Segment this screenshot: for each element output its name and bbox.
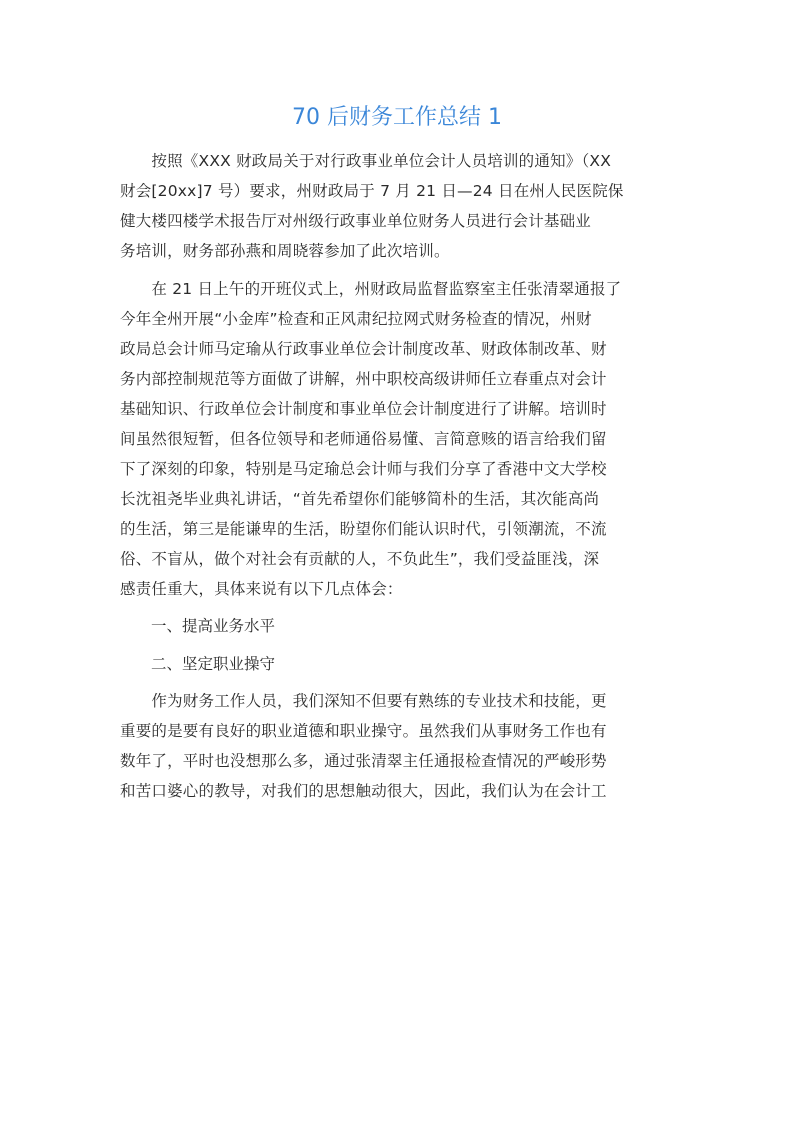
paragraph-line: 俗、不盲从，做个对社会有贡献的人，不负此生”，我们受益匪浅，深	[120, 549, 600, 568]
paragraph-line: 今年全州开展“小金库”检查和正风肃纪拉网式财务检查的情况，州财	[120, 309, 592, 328]
paragraph-line: 的生活，第三是能谦卑的生活，盼望你们能认识时代，引领潮流，不流	[120, 519, 607, 538]
paragraph-line: 健大楼四楼学术报告厅对州级行政事业单位财务人员进行会计基础业	[120, 212, 592, 230]
section-heading-2: 二、坚定职业操守	[151, 654, 276, 673]
paragraph-line: 感责任重大，具体来说有以下几点体会：	[120, 579, 403, 598]
paragraph-line: 基础知识、行政单位会计制度和事业单位会计制度进行了讲解。培训时	[120, 399, 607, 418]
paragraph-line: 间虽然很短暂，但各位领导和老师通俗易懂、言简意赅的语言给我们留	[120, 429, 607, 448]
paragraph-line: 财会[20xx]7 号）要求，州财政局于 7 月 21 日—24 日在州人民医院保	[120, 182, 624, 200]
paragraph-professional-ethics	[120, 686, 674, 806]
paragraph-line: 作为财务工作人员，我们深知不但要有熟练的专业技术和技能，更	[120, 692, 607, 710]
paragraph-training-notice	[120, 146, 674, 266]
paragraph-line: 和苦口婆心的教导，对我们的思想触动很大，因此，我们认为在会计工	[120, 782, 607, 800]
paragraph-opening-ceremony	[120, 274, 674, 604]
paragraph-spacer	[120, 641, 674, 649]
paragraph-line: 按照《XXX 财政局关于对行政事业单位会计人员培训的通知》（XX	[120, 152, 612, 170]
section-heading-1: 一、提高业务水平	[151, 617, 276, 635]
paragraph-line: 下了深刻的印象，特别是马定瑜总会计师与我们分享了香港中文大学校	[120, 459, 607, 478]
paragraph-line: 数年了，平时也没想那么多，通过张清翠主任通报检查情况的严峻形势	[120, 752, 607, 770]
paragraph-line: 重要的是要有良好的职业道德和职业操守。虽然我们从事财务工作也有	[120, 722, 607, 740]
paragraph-line: 政局总会计师马定瑜从行政事业单位会计制度改革、财政体制改革、财	[120, 339, 607, 358]
paragraph-spacer	[120, 266, 674, 274]
document-body	[120, 146, 674, 806]
paragraph-line: 务培训，财务部孙燕和周晓蓉参加了此次培训。	[120, 242, 450, 260]
paragraph-spacer	[120, 604, 674, 612]
paragraph-line: 务内部控制规范等方面做了讲解，州中职校高级讲师任立春重点对会计	[120, 369, 607, 388]
paragraph-line: 长沈祖尧毕业典礼讲话，“首先希望你们能够简朴的生活，其次能高尚	[120, 489, 600, 508]
paragraph-spacer	[120, 679, 674, 687]
paragraph-line: 在 21 日上午的开班仪式上，州财政局监督监察室主任张清翠通报了	[120, 279, 622, 298]
document-title: 70 后财务工作总结 1	[292, 105, 502, 130]
